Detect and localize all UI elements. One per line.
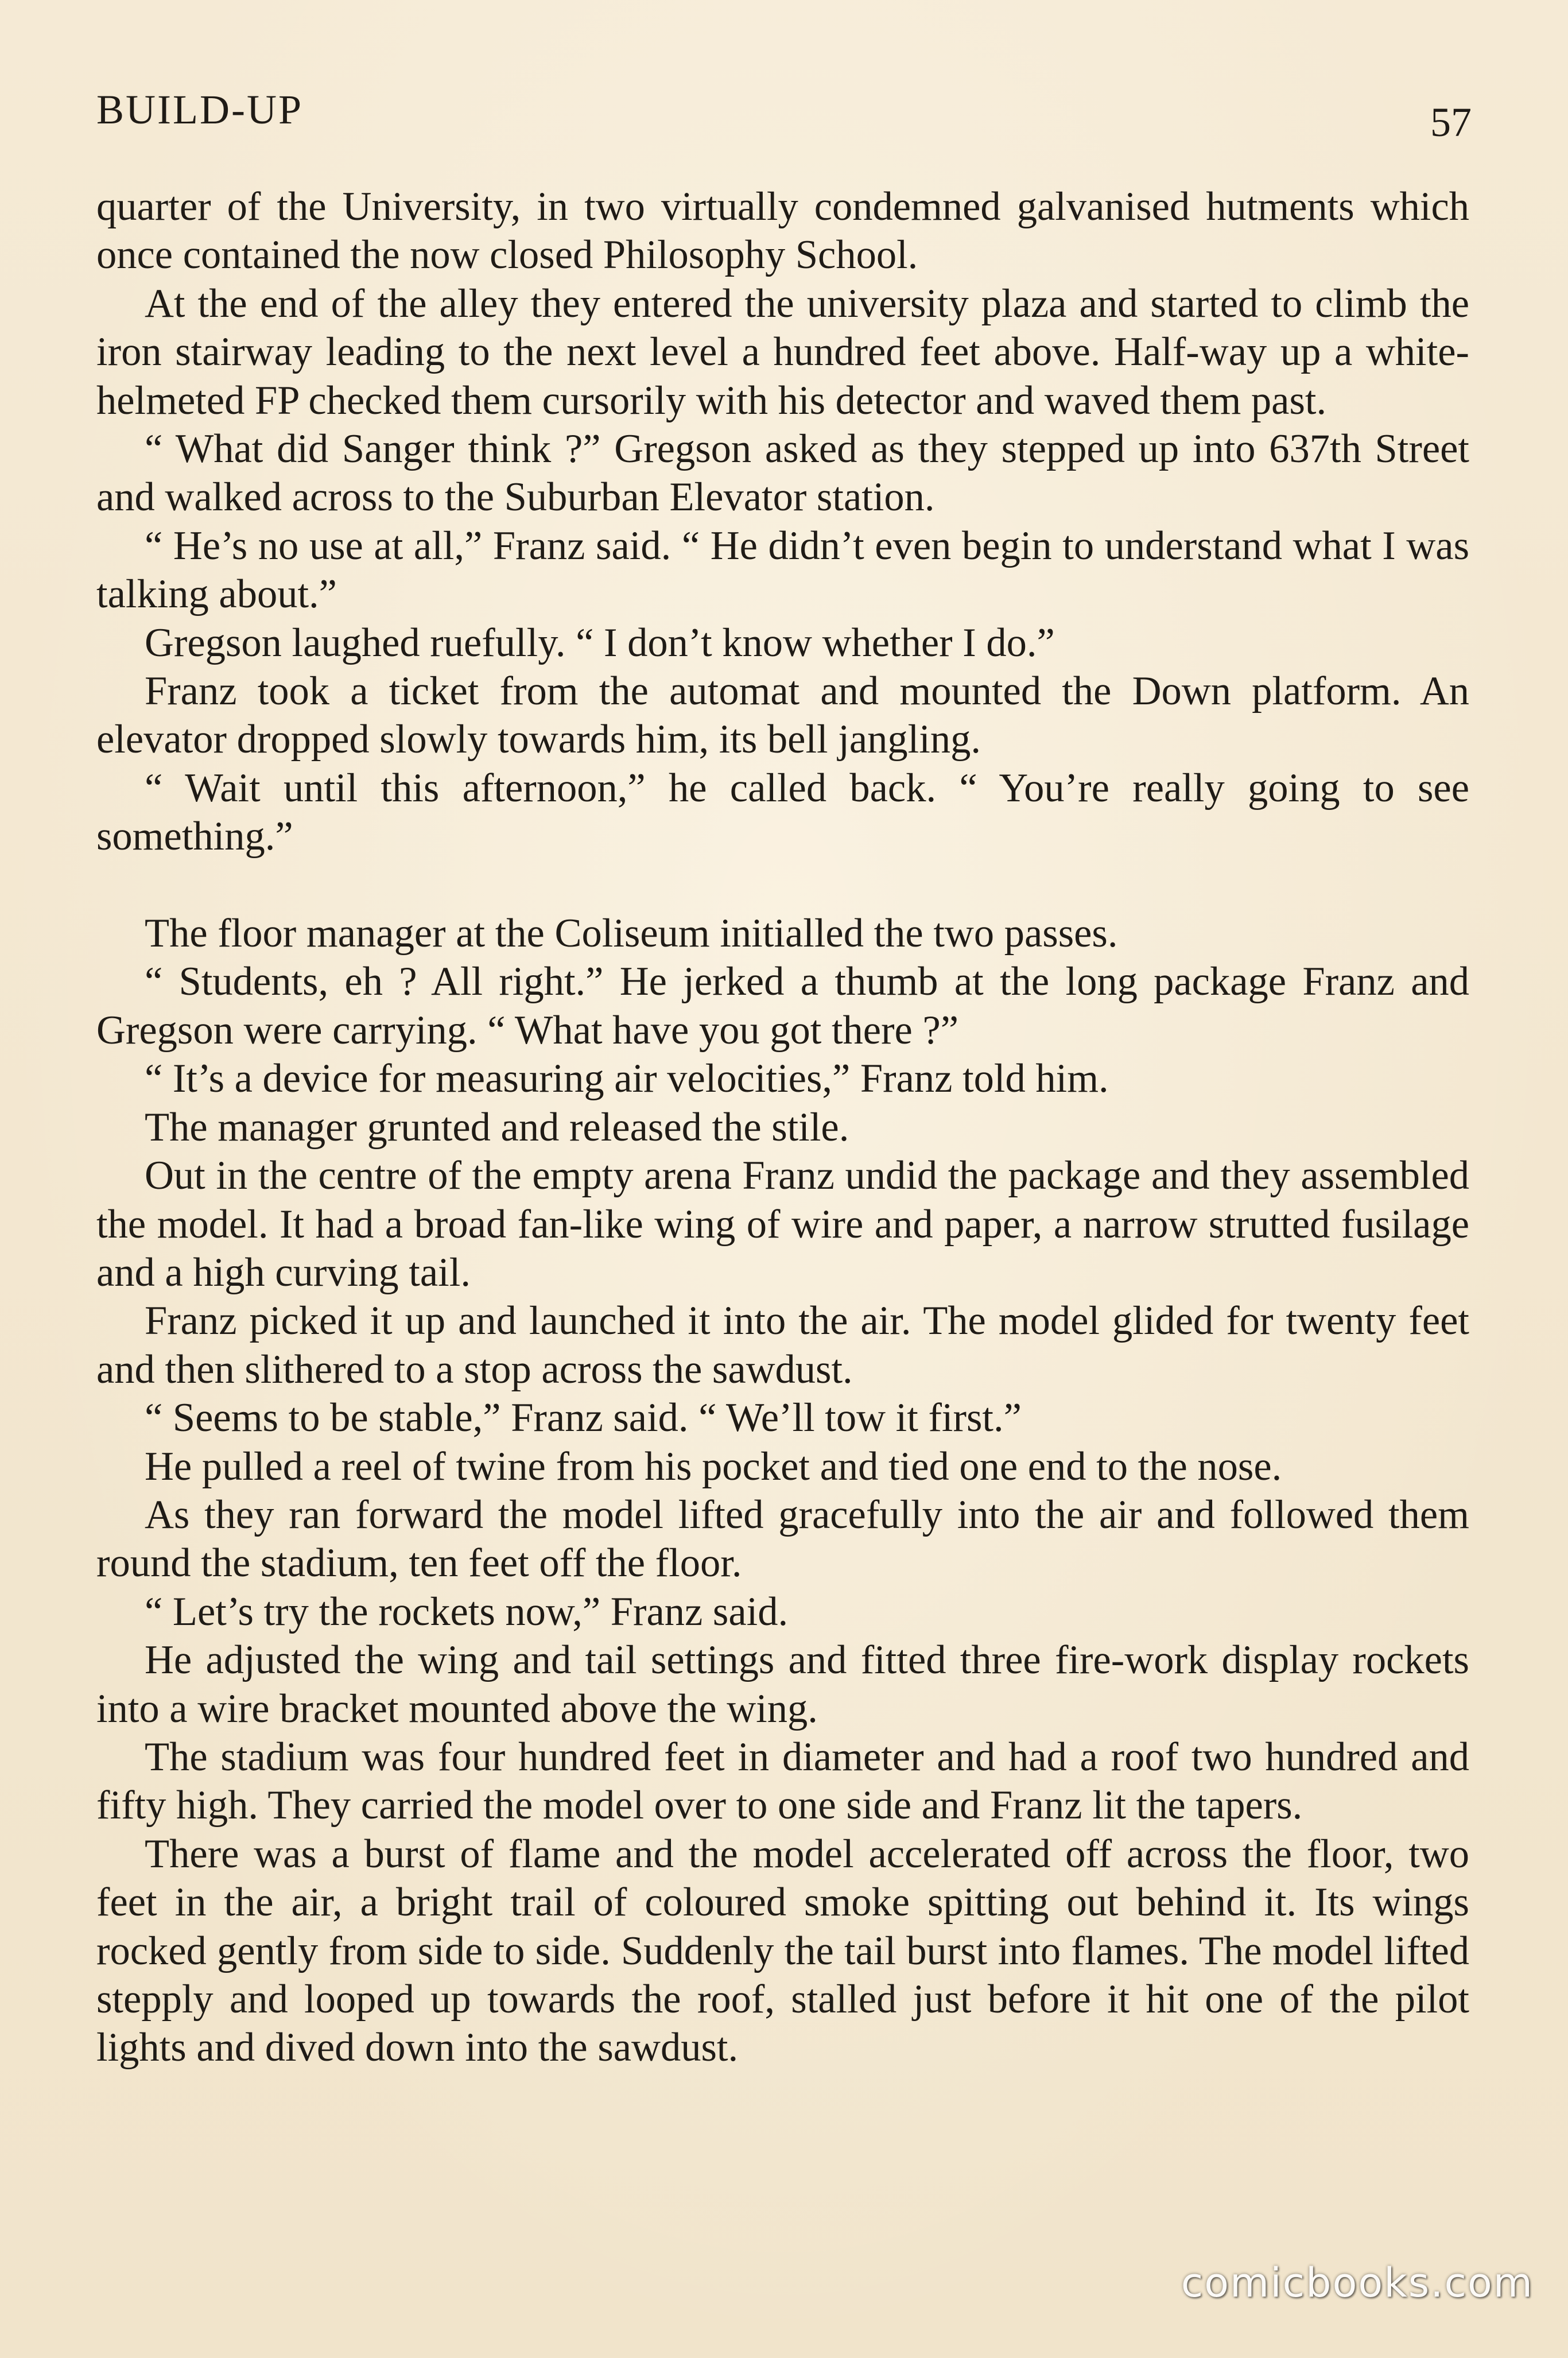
paragraph: “ It’s a device for measuring air velocities,” Franz told him. (145, 1056, 1109, 1102)
paragraph: Gregson laughed ruefully. “ I don’t know whether I do.” (145, 620, 1055, 665)
paragraph: “ What did Sanger think ?” Gregson asked as they stepped up into 637th Street and walked across to the Suburban Elevator station. (96, 426, 1469, 520)
body-text (96, 183, 1469, 2072)
paragraph: “ Seems to be stable,” Franz said. “ We’ll tow it first.” (145, 1395, 1022, 1441)
paragraph: The floor manager at the Coliseum initialled the two passes. (145, 911, 1118, 956)
paragraph: “ Let’s try the rockets now,” Franz said. (145, 1589, 789, 1634)
paragraph: “ Students, eh ? All right.” He jerked a thumb at the long package Franz and Gregson were carrying. “ What have you got there ?” (96, 959, 1469, 1053)
paragraph: He pulled a reel of twine from his pocket and tied one end to the nose. (145, 1444, 1282, 1489)
paragraph: There was a burst of flame and the model accelerated off across the floor, two feet in the air, a bright trail of coloured smoke spitting out behind it. Its wings rocked gently from side to side. Suddenly the tail burst into flames. The model lifted stepply and looped up towards the roof, stalled just before it hit one of the pilot lights and dived down into the sawdust. (96, 1831, 1469, 2070)
paragraph: Franz picked it up and launched it into the air. The model glided for twenty feet and then slithered to a stop across the sawdust. (96, 1298, 1469, 1392)
watermark: comicbooks.com (1181, 2259, 1534, 2306)
paragraph: “ Wait until this afternoon,” he called back. “ You’re really going to see something.” (96, 765, 1469, 859)
paragraph: Out in the centre of the empty arena Franz undid the package and they assembled the model. It had a broad fan-like wing of wire and paper, a narrow strutted fusilage and a high curving tail. (96, 1153, 1469, 1295)
paragraph: He adjusted the wing and tail settings and fitted three fire-work display rockets into a wire bracket mounted above the wing. (96, 1638, 1469, 1731)
paragraph: At the end of the alley they entered the university plaza and started to climb the iron stairway leading to the next level a hundred feet above. Half-way up a white-helmeted FP checked them cursorily with his detector and waved them past. (96, 281, 1469, 423)
page-number: 57 (1430, 99, 1472, 145)
paragraph: The stadium was four hundred feet in diameter and had a roof two hundred and fifty high. They carried the model over to one side and Franz lit the tapers. (96, 1734, 1469, 1828)
paragraph: “ He’s no use at all,” Franz said. “ He didn’t even begin to understand what I was talking about.” (96, 523, 1469, 617)
paragraph: As they ran forward the model lifted gracefully into the air and followed them round the stadium, ten feet off the floor. (96, 1492, 1469, 1586)
running-head: BUILD-UP (96, 87, 303, 133)
paragraph: Franz took a ticket from the automat and mounted the Down platform. An elevator dropped slowly towards him, its bell jangling. (96, 669, 1469, 762)
paragraph: The manager grunted and released the stile. (145, 1104, 849, 1150)
paragraph: quarter of the University, in two virtually condemned galvanised hutments which once contained the now closed Philosophy School. (96, 184, 1469, 278)
